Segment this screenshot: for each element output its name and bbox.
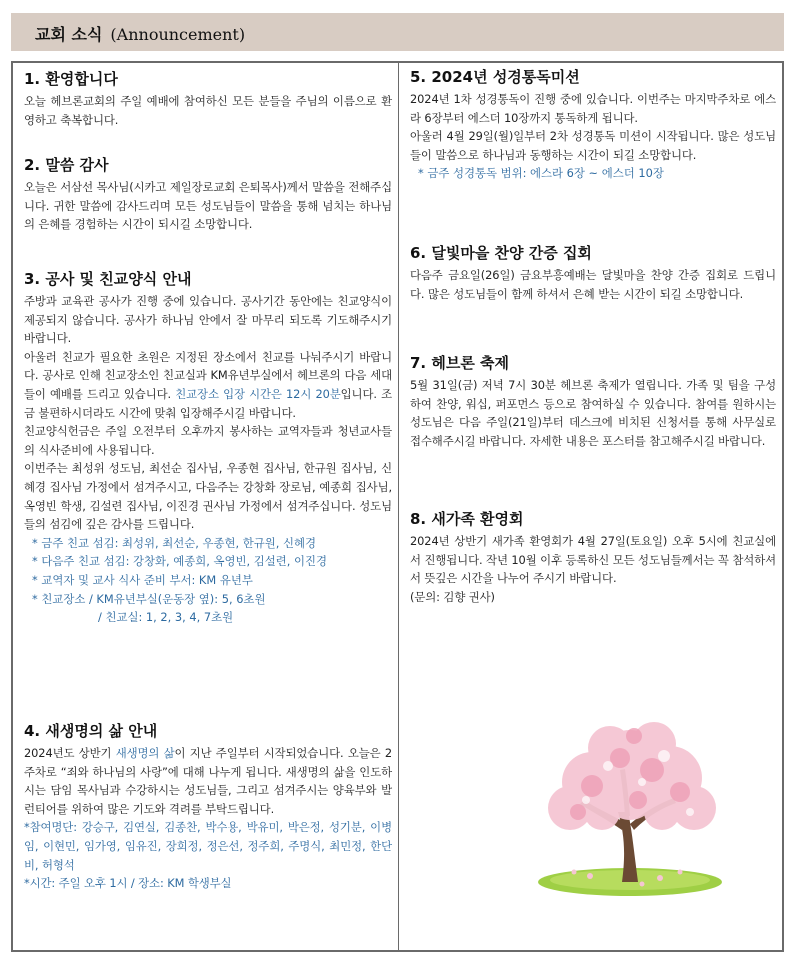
text-run: 이 지난 주일부터 시작되었습니다. 오늘은 2주차로: [24, 746, 392, 779]
text-run: 에 대해 나누게 됩니다. 새생명의 삶을 인도하시는 담임 목사님과 수강하시는 성도님들, 그리고 섬겨주시는 양육부와 발런티어를 위하여 많은 기도와 격려를 부탁드립니다.: [24, 764, 393, 816]
note-item: / 친교실: 1, 2, 3, 4, 7초원: [98, 610, 234, 625]
section-title: 6. 달빛마을 찬양 간증 집회: [410, 244, 592, 262]
section-title: 2. 말씀 감사: [24, 156, 109, 174]
section-title: 4. 새생명의 삶 안내: [24, 722, 158, 740]
text-run: 아울러 친교가 필요한 초원은 지정된 장소에서 친교를 나눠주시기 바랍니다. 공사로 인해 친교장소인 친교실과 KM유년부실에서 헤브론의 다음 세대들이 예배를 드리고 있습니다.: [24, 349, 392, 401]
section-title: 5. 2024년 성경통독미션: [410, 68, 580, 86]
text-run: 입니다. 조금 불편하시더라도 시간에 맞춰 입장해주시길 바랍니다.: [24, 386, 393, 420]
section-paragraph: 2024년 1차 성경통독이 진행 중에 있습니다. 이번주는 마지막주차로 에스라 6장부터 에스더 10장까지 통독하게 됩니다.: [410, 92, 776, 125]
section-welcome: [24, 66, 392, 129]
header-bar: [11, 13, 784, 51]
text-run: 2024년도 상반기: [24, 746, 116, 760]
note-item: * 금주 성경통독 범위: 에스라 6장 ~ 에스더 10장: [418, 166, 664, 181]
section-body: 오늘 헤브론교회의 주일 예배에 참여하신 모든 분들을 주님의 이름으로 환영하고 축복합니다.: [24, 94, 392, 127]
section-title: 7. 헤브론 축제: [410, 354, 510, 372]
section-construction: [24, 266, 392, 627]
note-item: * 금주 친교 섬김: 최성위, 최선순, 우종현, 한규원, 신혜경: [32, 535, 317, 550]
section-title: 1. 환영합니다: [24, 70, 118, 88]
highlight-text: 친교장소 입장 시간은 12시 20분: [175, 386, 341, 401]
quote-text: “죄와 하나님의 사랑”: [60, 764, 168, 779]
section-title: 3. 공사 및 친교양식 안내: [24, 270, 192, 288]
section-bible-reading: [410, 64, 776, 183]
section-body: 5월 31일(금) 저녁 7시 30분 헤브론 축제가 열립니다. 가족 및 팀을 구성하여 찬양, 워십, 퍼포먼스 등으로 참여하실 수 있습니다. 참여를 원하시는 성도님은 다음 주일(21일)부터 데스크에 비치된 신청서를 통해 사무실로 접수해주시길 바랍니다. 자세한 내용은 포스터를 참고해주시길 바랍니다.: [410, 378, 776, 448]
page-title: [35, 22, 245, 45]
page-title-en: (Announcement): [110, 25, 246, 44]
cherry-tree-icon: [530, 712, 730, 902]
page-title-ko: 교회 소식: [35, 25, 103, 44]
section-body: 오늘은 서삼선 목사님(시카고 제일장로교회 은퇴목사)께서 말씀을 전해주십니다. 귀한 말씀에 감사드리며 모든 성도님들이 말씀을 통해 넘치는 하나님의 은혜를 경험하는 시간이 되시길 소망합니다.: [24, 180, 392, 232]
section-paragraph: 친교양식헌금은 주일 오전부터 오후까지 봉사하는 교역자들과 청년교사들의 식사준비에 사용됩니다.: [24, 424, 392, 457]
section-worship-concert: [410, 240, 776, 303]
section-paragraph: [24, 348, 392, 422]
section-body: 다음주 금요일(26일) 금요부흥예배는 달빛마을 찬양 간증 집회로 드립니다. 많은 성도님들이 함께 하셔서 은혜 받는 시간이 되길 소망합니다.: [410, 268, 776, 301]
section-paragraph: 아울러 4월 29일(월)일부터 2차 성경통독 미션이 시작됩니다. 많은 성도님들이 말씀으로 하나님과 동행하는 시간이 되길 소망합니다.: [410, 129, 776, 162]
note-item: * 친교장소 / KM유년부실(운동장 옆): 5, 6초원: [32, 591, 266, 606]
section-paragraph: 주방과 교육관 공사가 진행 중에 있습니다. 공사기간 동안에는 친교양식이 제공되지 않습니다. 공사가 하나님 안에서 잘 마무리 되도록 기도해주시기 바랍니다.: [24, 294, 392, 346]
note-item: * 교역자 및 교사 식사 준비 부서: KM 유년부: [32, 572, 253, 587]
section-new-life: [24, 718, 392, 893]
section-title: 8. 새가족 환영회: [410, 510, 524, 528]
section-paragraph: [24, 744, 392, 818]
section-sermon-thanks: [24, 152, 392, 234]
participants-list: *참여명단: 강승구, 김연실, 김종찬, 박수용, 박유미, 박은정, 성기분, 이병임, 이현민, 임가영, 임유진, 장희정, 정은선, 정주희, 주명식, 최민정, 한단비, 허형석: [24, 820, 392, 872]
note-item: * 다음주 친교 섬김: 강창화, 예종희, 옥영빈, 김설련, 이진경: [32, 554, 328, 569]
time-place: *시간: 주일 오후 1시 / 장소: KM 학생부실: [24, 876, 232, 891]
contact-text: (문의: 김향 권사): [410, 589, 495, 604]
section-newcomer-welcome: [410, 506, 776, 606]
column-divider: [398, 61, 399, 952]
highlight-text: 새생명의 삶: [115, 746, 175, 760]
cherry-blossom-tree-image: [530, 712, 730, 902]
section-paragraph: 이번주는 최성위 성도님, 최선순 집사님, 우종현 집사님, 한규원 집사님, 신혜경 집사님 가정에서 섬겨주시고, 다음주는 강창화 장로님, 예종희 집사님, 옥영빈 학생, 김설련 집사님, 이진경 권사님 가정에서 섬겨주십니다. 성도님들의 섬김에 깊은 감사를 드립니다.: [24, 461, 392, 532]
section-festival: [410, 350, 776, 450]
section-body: 2024년 상반기 새가족 환영회가 4월 27일(토요일) 오후 5시에 친교실에서 진행됩니다. 작년 10월 이후 등록하신 모든 성도님들께서는 꼭 참석하셔서 뜻깊은 시간을 나누어 주시기 바랍니다.: [410, 534, 776, 586]
